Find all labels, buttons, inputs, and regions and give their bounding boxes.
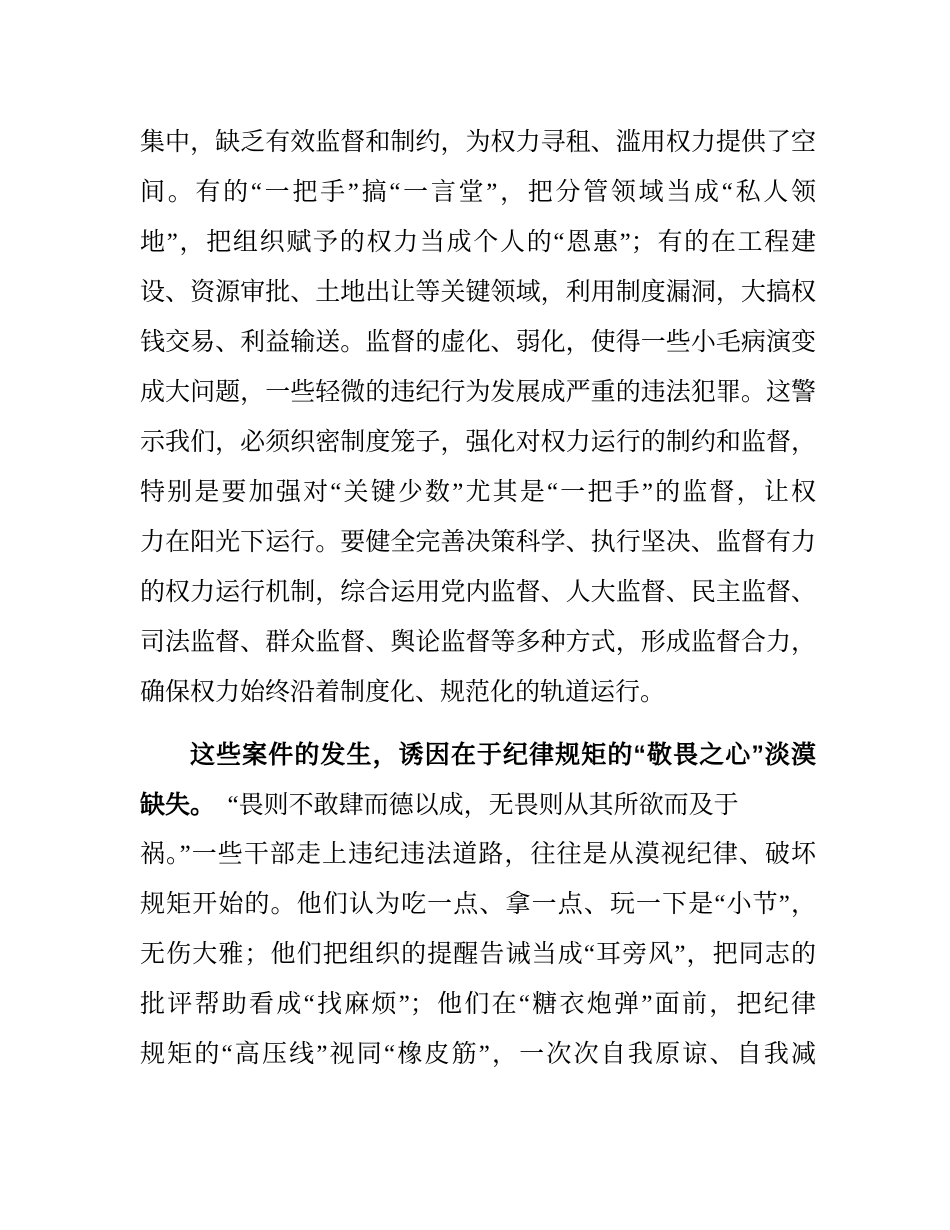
text-line: 力在阳光下运行。要健全完善决策科学、执行坚决、监督有力 <box>140 529 816 556</box>
text-line: 特别是要加强对“关键少数”尤其是“一把手”的监督，让权 <box>140 479 816 506</box>
text-line: 司法监督、群众监督、舆论监督等多种方式，形成监督合力， <box>140 629 816 656</box>
text-line: 示我们，必须织密制度笼子，强化对权力运行的制约和监督， <box>140 429 816 456</box>
text-line: 设、资源审批、土地出让等关键领域，利用制度漏洞，大搞权 <box>140 279 816 306</box>
quote-text: “畏则不敢肆而德以成，无畏则从其所欲而及于 <box>202 792 739 819</box>
text-line: 地”，把组织赋予的权力当成个人的“恩惠”；有的在工程建 <box>140 229 816 256</box>
text-line: 确保权力始终沿着制度化、规范化的轨道运行。 <box>140 679 666 706</box>
bold-lead-text: 这些案件的发生，诱因在于纪律规矩的“敬畏之心”淡漠 <box>190 741 816 769</box>
text-line: 祸。”一些干部走上违纪违法道路，往往是从漠视纪律、破坏 <box>140 841 816 868</box>
text-line: 无伤大雅；他们把组织的提醒告诫当成“耳旁风”，把同志的 <box>140 941 816 968</box>
text-line: 规矩开始的。他们认为吃一点、拿一点、玩一下是“小节”， <box>140 891 816 918</box>
text-line: 钱交易、利益输送。监督的虚化、弱化，使得一些小毛病演变 <box>140 329 816 356</box>
bold-lead-text: 缺失。 <box>140 791 203 819</box>
text-line: 规矩的“高压线”视同“橡皮筋”，一次次自我原谅、自我减 <box>140 1041 816 1068</box>
text-line: 的权力运行机制，综合运用党内监督、人大监督、民主监督、 <box>140 579 816 606</box>
text-line <box>140 730 816 780</box>
text-line: 间。有的“一把手”搞“一言堂”，把分管领域当成“私人领 <box>140 179 816 206</box>
document-text-block <box>140 118 816 1080</box>
paragraph-2 <box>140 730 816 1080</box>
text-line <box>140 780 816 830</box>
text-line: 集中，缺乏有效监督和制约，为权力寻租、滥用权力提供了空 <box>140 129 816 156</box>
paragraph-1 <box>140 118 816 718</box>
text-line: 成大问题，一些轻微的违纪行为发展成严重的违法犯罪。这警 <box>140 379 816 406</box>
text-line: 批评帮助看成“找麻烦”；他们在“糖衣炮弹”面前，把纪律 <box>140 991 816 1018</box>
